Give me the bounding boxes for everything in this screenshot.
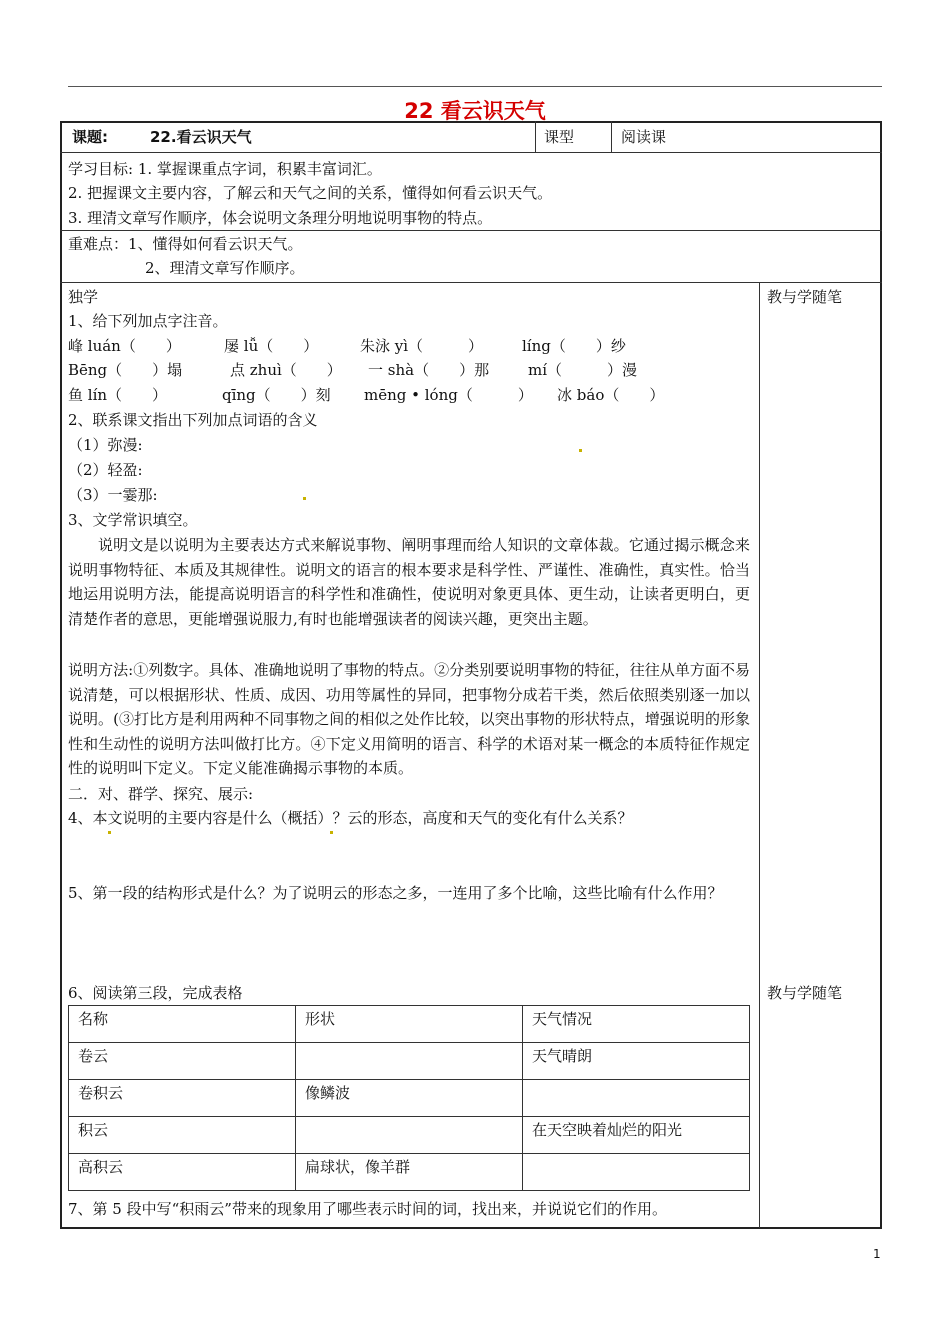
pinyin-item: qīng（ ）刻 xyxy=(222,386,331,404)
question-4: 4、本文说明的主要内容是什么（概括）？云的形态，高度和天气的变化有什么关系？ xyxy=(68,809,633,827)
question-7: 7、第 5 段中写“积雨云”带来的现象用了哪些表示时间的词，找出来，并说说它们的作用。 xyxy=(68,1200,667,1218)
key-point-1: 重难点：1、懂得如何看云识天气。 xyxy=(68,235,303,253)
type-label: 课型 xyxy=(544,128,575,146)
key-point-2: 2、理清文章写作顺序。 xyxy=(145,259,305,277)
row-divider xyxy=(60,152,882,153)
term-item: （1）弥漫: xyxy=(68,436,143,454)
table-cell-blank[interactable] xyxy=(523,1080,750,1117)
pinyin-item: 鱼 lín（ ） xyxy=(68,386,168,404)
objective-3: 3. 理清文章写作顺序，体会说明文条理分明地说明事物的特点。 xyxy=(68,209,493,227)
table-cell: 积云 xyxy=(69,1117,296,1154)
table-cell: 天气晴朗 xyxy=(523,1043,750,1080)
question-5: 5、第一段的结构形式是什么？为了说明云的形态之多，一连用了多个比喻，这些比喻有什么作用？ xyxy=(68,884,723,902)
page-number: 1 xyxy=(873,1247,881,1261)
type-value: 阅读课 xyxy=(621,128,667,146)
table-cell: 在天空映着灿烂的阳光 xyxy=(523,1117,750,1154)
table-cell-blank[interactable] xyxy=(296,1117,523,1154)
table-header-row xyxy=(69,1006,750,1043)
notes-column-divider xyxy=(759,282,760,1228)
self-study-heading: 独学 xyxy=(68,288,99,306)
decorative-speck xyxy=(579,449,582,452)
table-cell: 卷云 xyxy=(69,1043,296,1080)
table-cell: 高积云 xyxy=(69,1154,296,1191)
decorative-speck xyxy=(303,497,306,500)
side-note-2: 教与学随笔 xyxy=(767,984,843,1002)
table-cell-blank[interactable] xyxy=(523,1154,750,1191)
table-header-cell: 形状 xyxy=(296,1006,523,1043)
col-divider xyxy=(611,121,612,152)
group-study-heading: 二．对、群学、探究、展示: xyxy=(68,785,254,803)
explanation-methods-paragraph: 说明方法:①列数字。具体、准确地说明了事物的特点。②分类别要说明事物的特征，往往从单方面不易说清楚，可以根据形状、性质、成因、功用等属性的异同，把事物分成若干类，然后依照类别逐一加以说明。(③打比方是利用两种不同事物之间的相似之处作比较，以突出事物的形状特点，增强说明的形象性和生动性的说明方法叫做打比方。④下定义用简明的语言、科学的术语对某一概念的本质特征作规定性的说明叫下定义。下定义能准确揭示事物的本质。 xyxy=(68,661,750,777)
table-row xyxy=(69,1154,750,1191)
pinyin-item: 屡 lǚ（ ） xyxy=(224,337,319,355)
decorative-speck xyxy=(108,831,111,834)
col-divider xyxy=(535,121,536,152)
expository-text-paragraph: 说明文是以说明为主要表达方式来解说事物、阐明事理而给人知识的文章体裁。它通过揭示概念来说明事物特征、本质及其规律性。说明文的语言的根本要求是科学性、严谨性、准确性，真实性。恰当地运用说明方法，能提高说明语言的科学性和准确性，使说明对象更具体、更生动，让读者更明白，更清楚作者的意思，更能增强说服力,有时也能增强读者的阅读兴趣，更突出主题。 xyxy=(68,536,750,628)
cloud-weather-table xyxy=(68,1005,750,1191)
question-1: 1、给下列加点字注音。 xyxy=(68,312,228,330)
pinyin-item: 一 shà（ ）那 xyxy=(368,361,490,379)
table-cell: 像鳞波 xyxy=(296,1080,523,1117)
table-row xyxy=(69,1043,750,1080)
pinyin-item: Bēng（ ）塌 xyxy=(68,361,183,379)
row-divider xyxy=(60,230,882,231)
header-rule xyxy=(68,86,882,87)
pinyin-item: mēng • lóng（ ） xyxy=(364,386,533,404)
question-3: 3、文学常识填空。 xyxy=(68,511,198,529)
question-6: 6、阅读第三段，完成表格 xyxy=(68,984,243,1002)
term-item: （3）一霎那: xyxy=(68,486,158,504)
table-row xyxy=(69,1080,750,1117)
table-cell: 卷积云 xyxy=(69,1080,296,1117)
table-header-cell: 天气情况 xyxy=(523,1006,750,1043)
pinyin-item: mí（ ）漫 xyxy=(528,361,638,379)
table-header-cell: 名称 xyxy=(69,1006,296,1043)
pinyin-item: 点 zhuì（ ） xyxy=(230,361,342,379)
topic-label: 课题: xyxy=(72,128,108,146)
table-cell: 扁球状，像羊群 xyxy=(296,1154,523,1191)
pinyin-item: líng（ ）纱 xyxy=(522,337,626,355)
objective-2: 2. 把握课文主要内容，了解云和天气之间的关系，懂得如何看云识天气。 xyxy=(68,184,553,202)
side-note-1: 教与学随笔 xyxy=(767,288,843,306)
pinyin-item: 冰 báo（ ） xyxy=(557,386,665,404)
decorative-speck xyxy=(330,831,333,834)
pinyin-item: 朱泳 yì（ ） xyxy=(360,337,484,355)
objective-1: 学习目标: 1. 掌握课重点字词，积累丰富词汇。 xyxy=(68,160,382,178)
topic-value: 22.看云识天气 xyxy=(150,128,252,146)
term-item: （2）轻盈: xyxy=(68,461,143,479)
document-title: 22 看云识天气 xyxy=(404,99,546,123)
table-row xyxy=(69,1117,750,1154)
pinyin-item: 峰 luán（ ） xyxy=(68,337,181,355)
table-cell-blank[interactable] xyxy=(296,1043,523,1080)
question-2: 2、联系课文指出下列加点词语的含义 xyxy=(68,411,318,429)
